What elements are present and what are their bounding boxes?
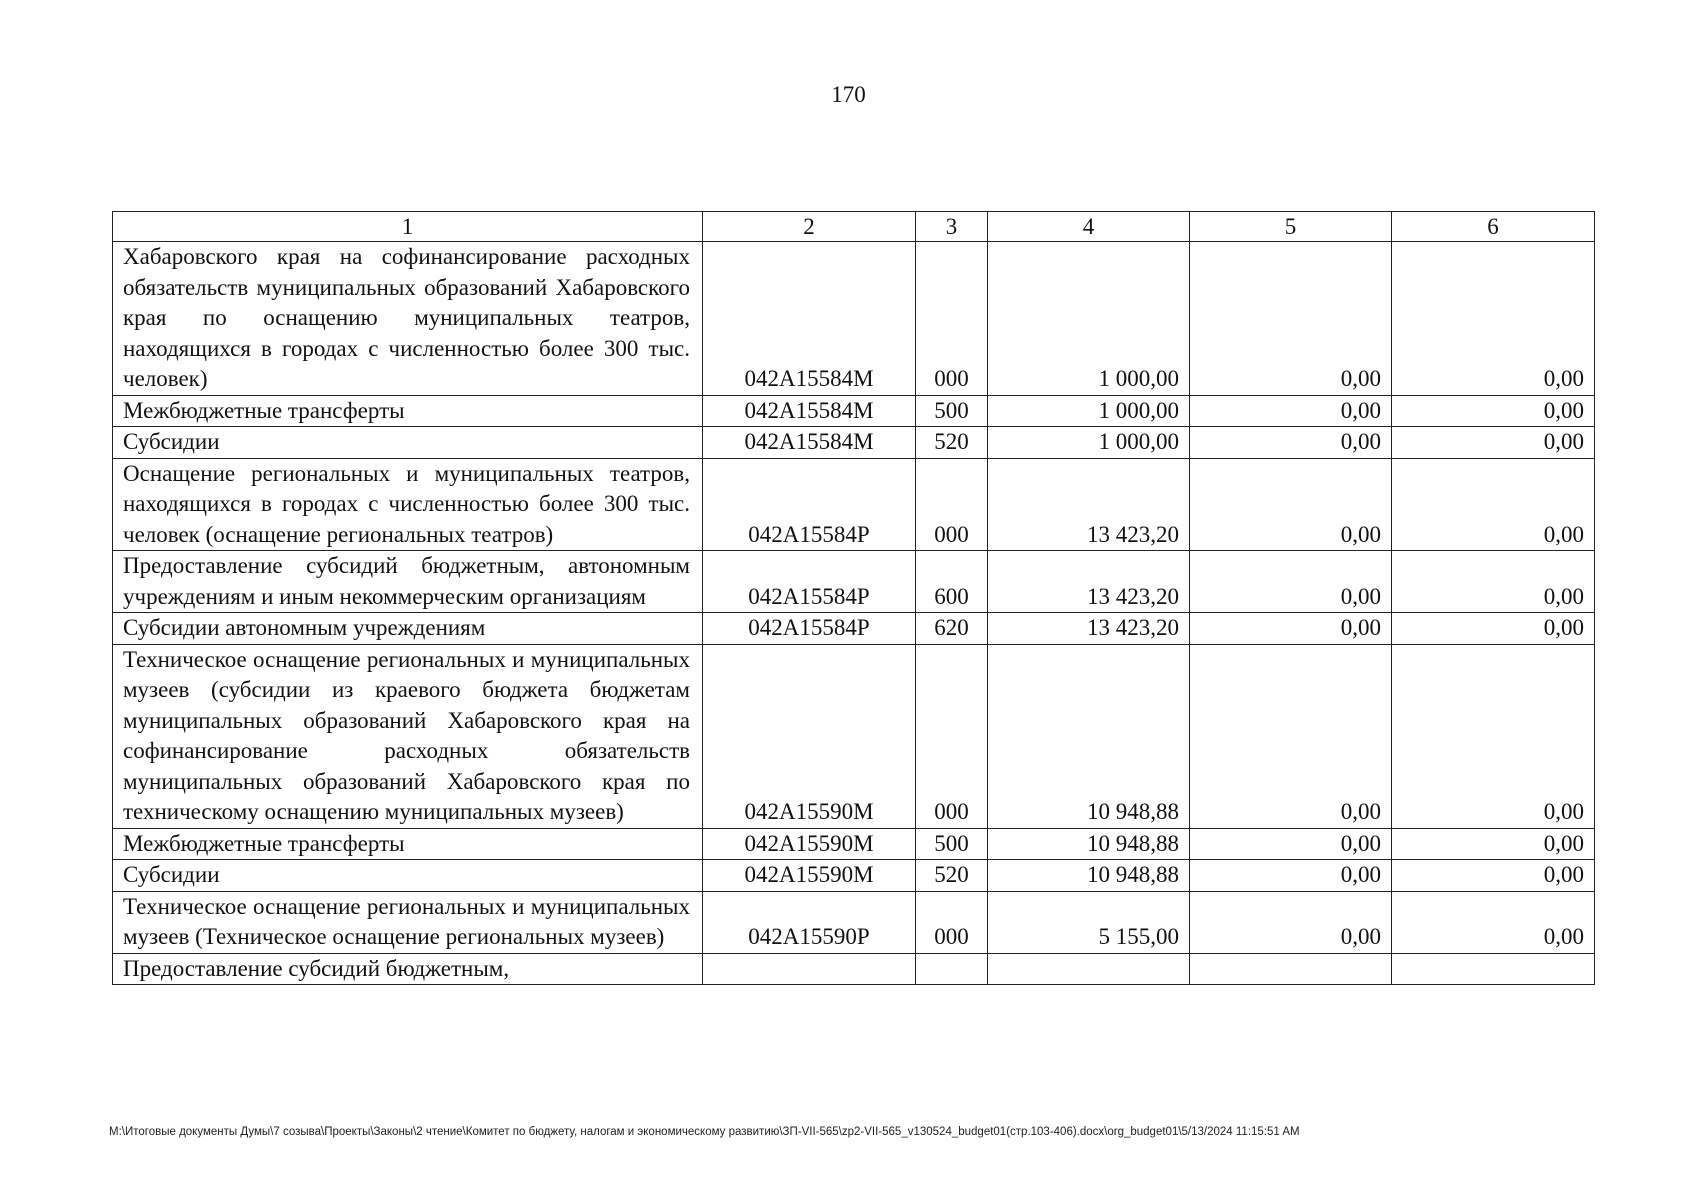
row-name-cell: Предоставление субсидий бюджетным, [113,953,703,985]
header-cell-3: 3 [916,212,988,242]
row-amount-2-cell: 0,00 [1190,613,1392,645]
row-amount-3-cell: 0,00 [1392,551,1595,613]
row-code-cell: 042A15584M [703,395,916,427]
table-header-row [113,212,1595,242]
row-code-cell: 042A15590P [703,891,916,953]
row-amount-2-cell [1190,953,1392,985]
header-cell-5: 5 [1190,212,1392,242]
row-name-cell: Предоставление субсидий бюджетным, автономным учреждениям и иным некоммерческим организациям [113,551,703,613]
row-name-cell: Межбюджетные трансферты [113,395,703,427]
row-amount-2-cell: 0,00 [1190,458,1392,551]
row-vr-cell: 000 [916,891,988,953]
row-amount-3-cell: 0,00 [1392,395,1595,427]
table-body [113,212,1595,985]
row-code-cell: 042A15590M [703,644,916,828]
row-amount-1-cell: 10 948,88 [988,828,1190,860]
row-code-cell: 042A15590M [703,860,916,892]
row-vr-cell: 520 [916,860,988,892]
row-code-cell: 042A15584P [703,458,916,551]
row-amount-1-cell: 13 423,20 [988,458,1190,551]
row-amount-1-cell: 13 423,20 [988,613,1190,645]
header-cell-4: 4 [988,212,1190,242]
row-amount-2-cell: 0,00 [1190,828,1392,860]
row-amount-1-cell: 1 000,00 [988,395,1190,427]
row-amount-2-cell: 0,00 [1190,395,1392,427]
budget-table [112,211,1595,985]
row-amount-3-cell: 0,00 [1392,891,1595,953]
header-cell-6: 6 [1392,212,1595,242]
row-amount-1-cell: 10 948,88 [988,644,1190,828]
header-cell-1: 1 [113,212,703,242]
row-amount-1-cell [988,953,1190,985]
row-amount-2-cell: 0,00 [1190,860,1392,892]
table-row [113,953,1595,985]
row-amount-1-cell: 13 423,20 [988,551,1190,613]
row-name-cell: Межбюджетные трансферты [113,828,703,860]
table-row [113,891,1595,953]
row-amount-1-cell: 5 155,00 [988,891,1190,953]
row-vr-cell: 500 [916,828,988,860]
row-vr-cell [916,953,988,985]
row-amount-1-cell: 10 948,88 [988,860,1190,892]
row-amount-2-cell: 0,00 [1190,551,1392,613]
row-amount-3-cell: 0,00 [1392,828,1595,860]
row-vr-cell: 000 [916,242,988,396]
row-vr-cell: 000 [916,644,988,828]
row-code-cell: 042A15584M [703,427,916,459]
row-amount-2-cell: 0,00 [1190,427,1392,459]
row-amount-2-cell: 0,00 [1190,242,1392,396]
row-vr-cell: 500 [916,395,988,427]
row-amount-2-cell: 0,00 [1190,644,1392,828]
header-cell-2: 2 [703,212,916,242]
row-amount-3-cell: 0,00 [1392,427,1595,459]
row-code-cell: 042A15584P [703,551,916,613]
row-code-cell: 042A15584P [703,613,916,645]
row-amount-3-cell: 0,00 [1392,242,1595,396]
table-row [113,427,1595,459]
table-row [113,242,1595,396]
row-name-cell: Техническое оснащение региональных и муниципальных музеев (Техническое оснащение региональных музеев) [113,891,703,953]
row-amount-2-cell: 0,00 [1190,891,1392,953]
row-amount-1-cell: 1 000,00 [988,242,1190,396]
row-name-cell: Субсидии [113,427,703,459]
file-path-footer: M:\Итоговые документы Думы\7 созыва\Проекты\Законы\2 чтение\Комитет по бюджету, налогам и экономическому развитию\ЗП-VII-565\zp2-VII-565_v130524_budget01(стр.103-406).docx\org_budget01\5/13/2024 11:15:51 AM [109,1126,1300,1138]
row-code-cell [703,953,916,985]
row-amount-1-cell: 1 000,00 [988,427,1190,459]
table-row [113,395,1595,427]
row-name-cell: Субсидии автономным учреждениям [113,613,703,645]
row-name-cell: Субсидии [113,860,703,892]
row-vr-cell: 000 [916,458,988,551]
table-row [113,613,1595,645]
table-row [113,828,1595,860]
table-row [113,458,1595,551]
row-code-cell: 042A15590M [703,828,916,860]
row-amount-3-cell [1392,953,1595,985]
row-vr-cell: 620 [916,613,988,645]
table-row [113,644,1595,828]
table-row [113,551,1595,613]
row-amount-3-cell: 0,00 [1392,860,1595,892]
page-number: 170 [831,82,866,107]
row-amount-3-cell: 0,00 [1392,644,1595,828]
row-vr-cell: 600 [916,551,988,613]
table-row [113,860,1595,892]
row-code-cell: 042A15584M [703,242,916,396]
row-name-cell: Хабаровского края на софинансирование расходных обязательств муниципальных образований Хабаровского края по оснащению муниципальных театров, находящихся в городах с численностью более 300 тыс. человек) [113,242,703,396]
row-amount-3-cell: 0,00 [1392,613,1595,645]
row-name-cell: Оснащение региональных и муниципальных театров, находящихся в городах с численностью более 300 тыс. человек (оснащение региональных театров) [113,458,703,551]
row-amount-3-cell: 0,00 [1392,458,1595,551]
row-name-cell: Техническое оснащение региональных и муниципальных музеев (субсидии из краевого бюджета бюджетам муниципальных образований Хабаровского края на софинансирование расходных обязательств муниципальных образований Хабаровского края по техническому оснащению муниципальных музеев) [113,644,703,828]
row-vr-cell: 520 [916,427,988,459]
